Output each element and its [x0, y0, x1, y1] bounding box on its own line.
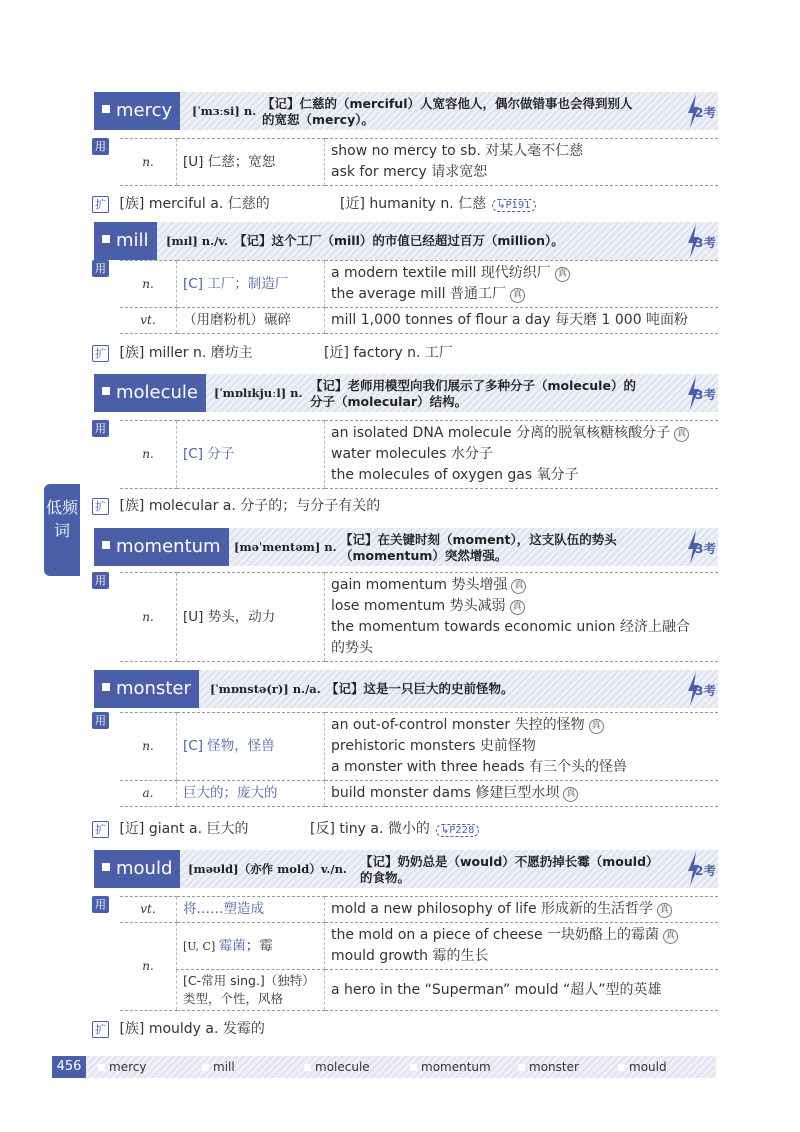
extend-label: 扩	[92, 821, 109, 838]
page-number: 456	[52, 1056, 86, 1078]
meaning: [C] 工厂；制造厂	[177, 261, 325, 308]
usage-table	[120, 420, 718, 489]
entry-header	[94, 374, 718, 412]
exam-count: 3考	[694, 541, 716, 556]
usage-row	[120, 781, 718, 807]
meaning: [C] 怪物，怪兽	[177, 713, 325, 781]
exam-count: 3考	[694, 235, 716, 250]
extension-line	[92, 1018, 265, 1038]
part-of-speech: vt.	[120, 897, 177, 923]
usage-label: 用	[92, 896, 109, 913]
usage-row	[120, 713, 718, 781]
footer-word[interactable]: molecule	[304, 1060, 370, 1074]
part-of-speech: n.	[120, 573, 177, 662]
entry-mill	[94, 222, 718, 362]
page-reference[interactable]: ↳P228	[436, 824, 480, 837]
example: a modern textile mill 现代纺织厂 真	[331, 263, 712, 284]
part-of-speech: n.	[120, 261, 177, 308]
example: 的势头	[331, 640, 373, 656]
example: a hero in the “Superman” mould “超人”型的英雄	[331, 981, 662, 998]
memory-tip-line: 【记】在关键时刻（moment），这支队伍的势头	[340, 532, 617, 547]
examples	[325, 923, 719, 970]
extension-line	[92, 342, 453, 362]
memory-tip-line: 【记】仁慈的（merciful）人宽容他人，偶尔做错事也会得到别人	[262, 96, 633, 111]
synonym: [近] giant a. 巨大的	[119, 821, 249, 837]
extension-line	[92, 193, 531, 213]
exam-count: 2考	[694, 863, 716, 878]
memory-tip	[326, 681, 666, 697]
usage-row	[120, 421, 718, 489]
memory-tip-line: 【记】这个工厂（mill）的市值已经超过百万（million）。	[234, 233, 564, 248]
example: the momentum towards economic union 经济上融合	[331, 619, 690, 635]
usage-row	[120, 261, 718, 308]
memory-tip	[360, 854, 680, 886]
example: show no mercy to sb. 对某人毫不仁慈	[331, 143, 584, 159]
examples	[325, 139, 719, 186]
entry-header	[94, 670, 718, 708]
synonym: [近] humanity n. 仁慈 ↳P191	[340, 193, 536, 213]
footer-word[interactable]: momentum	[410, 1060, 491, 1074]
headword: monster	[94, 670, 199, 708]
entry-header	[94, 222, 718, 260]
part-of-speech: n.	[120, 923, 177, 1011]
memory-tip-line: 的宽恕（mercy）。	[262, 112, 374, 127]
usage-row	[120, 573, 718, 662]
phonetic: [ˈmɒnstə(r)] n./a.	[210, 682, 321, 696]
exam-count: 2考	[694, 105, 716, 120]
usage-row	[120, 970, 718, 1011]
usage-table	[120, 572, 718, 662]
footer-word[interactable]: mould	[618, 1060, 667, 1074]
memory-tip-line: 分子（molecular）结构。	[310, 394, 468, 409]
headword: momentum	[94, 528, 229, 566]
synonym: [近] factory n. 工厂	[324, 345, 453, 361]
entry-monster	[94, 670, 718, 840]
usage-label: 用	[92, 420, 109, 437]
word-family: [族] molecular a. 分子的；与分子有关的	[119, 498, 381, 514]
example: mould growth 霉的生长	[331, 948, 489, 964]
extension-line	[92, 495, 380, 515]
meaning: [U] 势头，动力	[177, 573, 325, 662]
part-of-speech: a.	[120, 781, 177, 807]
usage-table	[120, 896, 718, 1011]
example: mold a new philosophy of life 形成新的生活哲学 真	[331, 899, 712, 920]
usage-label: 用	[92, 138, 109, 155]
examples	[325, 573, 719, 662]
entry-molecule	[94, 374, 718, 514]
headword: molecule	[94, 374, 206, 412]
meaning: [C-常用 sing.]（独特）类型，个性，风格	[177, 970, 325, 1011]
examples	[325, 781, 719, 807]
usage-row	[120, 897, 718, 923]
examples	[325, 308, 719, 334]
example: prehistoric monsters 史前怪物	[331, 738, 536, 754]
examples	[325, 421, 719, 489]
memory-tip	[234, 233, 674, 249]
meaning: 将……塑造成	[177, 897, 325, 923]
entry-header	[94, 850, 718, 888]
usage-row	[120, 923, 718, 970]
memory-tip	[340, 532, 680, 564]
headword: mill	[94, 222, 157, 260]
example: lose momentum 势头减弱 真	[331, 596, 712, 617]
phonetic: [məˈmentəm] n.	[234, 540, 337, 554]
meaning: [C] 分子	[177, 421, 325, 489]
entry-momentum	[94, 528, 718, 664]
examples	[325, 261, 719, 308]
word-family: [族] mouldy a. 发霉的	[119, 1021, 265, 1037]
exam-count: 3考	[694, 683, 716, 698]
part-of-speech: n.	[120, 139, 177, 186]
meaning: （用磨粉机）碾碎	[177, 308, 325, 334]
phonetic: [ˈmɒlɪkjuːl] n.	[214, 386, 303, 400]
extend-label: 扩	[92, 1021, 109, 1038]
phonetic: [ˈmɜːsi] n.	[192, 104, 257, 118]
usage-label: 用	[92, 712, 109, 729]
meaning: 巨大的；庞大的	[177, 781, 325, 807]
word-family: [族] merciful a. 仁慈的	[119, 196, 270, 212]
usage-row	[120, 139, 718, 186]
example: water molecules 水分子	[331, 446, 493, 462]
example: gain momentum 势头增强 真	[331, 575, 712, 596]
part-of-speech: vt.	[120, 308, 177, 334]
example: the mold on a piece of cheese 一块奶酪上的霉菌 真	[331, 925, 712, 946]
footer-word[interactable]: mill	[202, 1060, 235, 1074]
memory-tip-line: 的食物。	[360, 870, 411, 885]
example: a monster with three heads 有三个头的怪兽	[331, 759, 628, 775]
memory-tip	[262, 96, 662, 128]
examples	[325, 897, 719, 923]
memory-tip	[310, 378, 680, 410]
extend-label: 扩	[92, 345, 109, 362]
usage-row	[120, 308, 718, 334]
antonym: [反] tiny a. 微小的 ↳P228	[310, 818, 479, 838]
memory-tip-line: 【记】老师用模型向我们展示了多种分子（molecule）的	[310, 378, 636, 393]
example: an isolated DNA molecule 分离的脱氧核糖核酸分子 真	[331, 423, 712, 444]
page-reference[interactable]: ↳P191	[492, 199, 536, 212]
examples	[325, 970, 719, 1011]
phonetic: [mɪl] n./v.	[166, 234, 228, 248]
headword: mercy	[94, 92, 180, 130]
usage-label: 用	[92, 260, 109, 277]
page-footer	[52, 1056, 716, 1078]
entry-mercy	[94, 92, 718, 218]
section-side-tab[interactable]: 低频词	[44, 484, 80, 576]
entry-header	[94, 528, 718, 566]
part-of-speech: n.	[120, 421, 177, 489]
extension-line	[92, 818, 475, 838]
example: mill 1,000 tonnes of flour a day 每天磨 1 000 吨面粉	[331, 312, 689, 328]
usage-table	[120, 138, 718, 186]
example: the molecules of oxygen gas 氧分子	[331, 467, 579, 483]
memory-tip-line: 【记】这是一只巨大的史前怪物。	[326, 681, 514, 696]
headword: mould	[94, 850, 180, 888]
usage-label: 用	[92, 572, 109, 589]
footer-word[interactable]: mercy	[98, 1060, 146, 1074]
usage-table	[120, 712, 718, 807]
exam-count: 3考	[694, 387, 716, 402]
example: an out-of-control monster 失控的怪物 真	[331, 715, 712, 736]
examples	[325, 713, 719, 781]
memory-tip-line: 【记】奶奶总是（would）不愿扔掉长霉（mould）	[360, 854, 659, 869]
example: the average mill 普通工厂 真	[331, 284, 712, 305]
memory-tip-line: （momentum）突然增强。	[340, 548, 508, 563]
meaning: [U, C] 霉菌；霉	[177, 923, 325, 970]
entry-header	[94, 92, 718, 130]
phonetic: [məʊld]（亦作 mold）v./n.	[188, 862, 347, 876]
usage-table	[120, 260, 718, 334]
word-family: [族] miller n. 磨坊主	[119, 345, 253, 361]
footer-word[interactable]: monster	[518, 1060, 579, 1074]
entry-mould	[94, 850, 718, 1040]
part-of-speech: n.	[120, 713, 177, 781]
example: ask for mercy 请求宽恕	[331, 164, 488, 180]
extend-label: 扩	[92, 498, 109, 515]
meaning: [U] 仁慈；宽恕	[177, 139, 325, 186]
extend-label: 扩	[92, 196, 109, 213]
example: build monster dams 修建巨型水坝 真	[331, 783, 712, 804]
